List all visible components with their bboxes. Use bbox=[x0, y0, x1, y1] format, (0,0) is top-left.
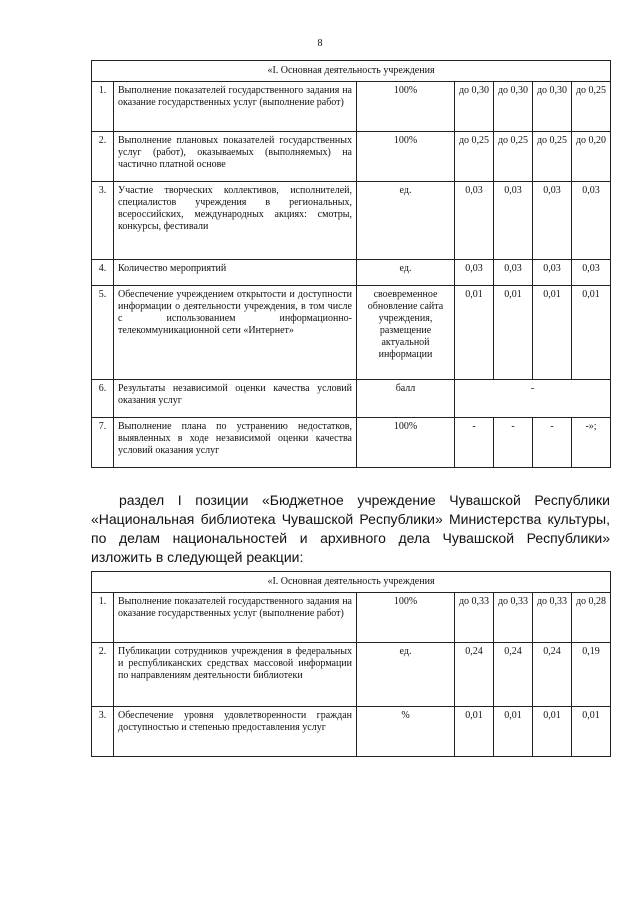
table-header-row bbox=[92, 572, 611, 593]
row-value-4: до 0,20 bbox=[572, 132, 611, 182]
row-value-4: до 0,28 bbox=[572, 593, 611, 643]
table-row bbox=[92, 182, 611, 260]
page-number: 8 bbox=[317, 38, 323, 49]
table-header: «I. Основная деятельность учреждения bbox=[92, 61, 611, 82]
row-number: 1. bbox=[92, 593, 114, 643]
table-row bbox=[92, 380, 611, 418]
row-number: 3. bbox=[92, 707, 114, 757]
row-unit: своевременное обновление сайта учреждения, размещение актуальной информации bbox=[357, 286, 455, 380]
row-description: Выполнение показателей государственного задания на оказание государственных услуг (выполнение работ) bbox=[114, 593, 357, 643]
table-row bbox=[92, 418, 611, 468]
row-value-2: 0,03 bbox=[494, 260, 533, 286]
row-description: Выполнение плана по устранению недостатков, выявленных в ходе независимой оценки качества условий оказания услуг bbox=[114, 418, 357, 468]
row-value-2: 0,03 bbox=[494, 182, 533, 260]
row-value-3: 0,24 bbox=[533, 643, 572, 707]
row-value-3: 0,03 bbox=[533, 182, 572, 260]
row-value-3: 0,01 bbox=[533, 707, 572, 757]
table-row bbox=[92, 260, 611, 286]
row-value-3: - bbox=[533, 418, 572, 468]
body-paragraph: раздел I позиции «Бюджетное учреждение Чувашской Республики «Национальная библиотека Чувашской Республики» Министерства культуры, по делам национальностей и архивного дела Чувашской Республики» изложить в следующей реакции: bbox=[91, 492, 610, 565]
row-description: Обеспечение уровня удовлетворенности граждан доступностью и степенью предоставления услуг bbox=[114, 707, 357, 757]
row-value-2: 0,24 bbox=[494, 643, 533, 707]
row-value-4: 0,19 bbox=[572, 643, 611, 707]
row-value-4: 0,03 bbox=[572, 260, 611, 286]
indicators-table-2 bbox=[91, 571, 611, 757]
row-unit: % bbox=[357, 707, 455, 757]
row-number: 2. bbox=[92, 132, 114, 182]
table-row bbox=[92, 707, 611, 757]
row-value-1: 0,03 bbox=[455, 260, 494, 286]
table-row bbox=[92, 593, 611, 643]
row-value-2: до 0,33 bbox=[494, 593, 533, 643]
row-value-2: 0,01 bbox=[494, 286, 533, 380]
row-unit: 100% bbox=[357, 82, 455, 132]
row-value-1: до 0,25 bbox=[455, 132, 494, 182]
row-value-1: до 0,33 bbox=[455, 593, 494, 643]
row-unit: 100% bbox=[357, 418, 455, 468]
row-value-4: 0,01 bbox=[572, 707, 611, 757]
row-number: 1. bbox=[92, 82, 114, 132]
row-description: Публикации сотрудников учреждения в федеральных и республиканских средствах массовой информации по направлениям деятельности библиотеки bbox=[114, 643, 357, 707]
row-number: 5. bbox=[92, 286, 114, 380]
row-description: Участие творческих коллективов, исполнителей, специалистов учреждения в региональных, всероссийских, международных акциях: смотры, конкурсы, фестивали bbox=[114, 182, 357, 260]
table-header: «I. Основная деятельность учреждения bbox=[92, 572, 611, 593]
row-value-4: 0,03 bbox=[572, 182, 611, 260]
row-value-3: до 0,25 bbox=[533, 132, 572, 182]
row-description: Выполнение показателей государственного задания на оказание государственных услуг (выполнение работ) bbox=[114, 82, 357, 132]
row-description: Результаты независимой оценки качества условий оказания услуг bbox=[114, 380, 357, 418]
row-number: 6. bbox=[92, 380, 114, 418]
indicators-table-1 bbox=[91, 60, 611, 468]
row-unit: балл bbox=[357, 380, 455, 418]
row-unit: 100% bbox=[357, 593, 455, 643]
row-description: Количество мероприятий bbox=[114, 260, 357, 286]
table-header-row bbox=[92, 61, 611, 82]
table-row bbox=[92, 643, 611, 707]
row-value-2: до 0,30 bbox=[494, 82, 533, 132]
row-unit: ед. bbox=[357, 182, 455, 260]
row-value-2: 0,01 bbox=[494, 707, 533, 757]
row-number: 2. bbox=[92, 643, 114, 707]
row-number: 3. bbox=[92, 182, 114, 260]
row-value-1: 0,03 bbox=[455, 182, 494, 260]
table-row bbox=[92, 132, 611, 182]
row-value-1: 0,01 bbox=[455, 286, 494, 380]
row-unit: ед. bbox=[357, 643, 455, 707]
row-description: Обеспечение учреждением открытости и доступности информации о деятельности учреждения, в том числе с использованием информационно-телекоммуникационной сети «Интернет» bbox=[114, 286, 357, 380]
row-number: 7. bbox=[92, 418, 114, 468]
row-unit: ед. bbox=[357, 260, 455, 286]
row-value-3: до 0,30 bbox=[533, 82, 572, 132]
row-merged-value: - bbox=[455, 380, 611, 418]
table-row bbox=[92, 286, 611, 380]
row-value-2: до 0,25 bbox=[494, 132, 533, 182]
row-value-2: - bbox=[494, 418, 533, 468]
row-value-3: 0,01 bbox=[533, 286, 572, 380]
row-value-1: до 0,30 bbox=[455, 82, 494, 132]
row-unit: 100% bbox=[357, 132, 455, 182]
row-value-1: 0,24 bbox=[455, 643, 494, 707]
row-value-1: - bbox=[455, 418, 494, 468]
row-value-1: 0,01 bbox=[455, 707, 494, 757]
row-description: Выполнение плановых показателей государственных услуг (работ), оказываемых (выполняемых) на частично платной основе bbox=[114, 132, 357, 182]
row-value-4: до 0,25 bbox=[572, 82, 611, 132]
row-value-4: 0,01 bbox=[572, 286, 611, 380]
table-row bbox=[92, 82, 611, 132]
row-value-3: до 0,33 bbox=[533, 593, 572, 643]
row-value-3: 0,03 bbox=[533, 260, 572, 286]
row-number: 4. bbox=[92, 260, 114, 286]
row-value-4: -»; bbox=[572, 418, 611, 468]
